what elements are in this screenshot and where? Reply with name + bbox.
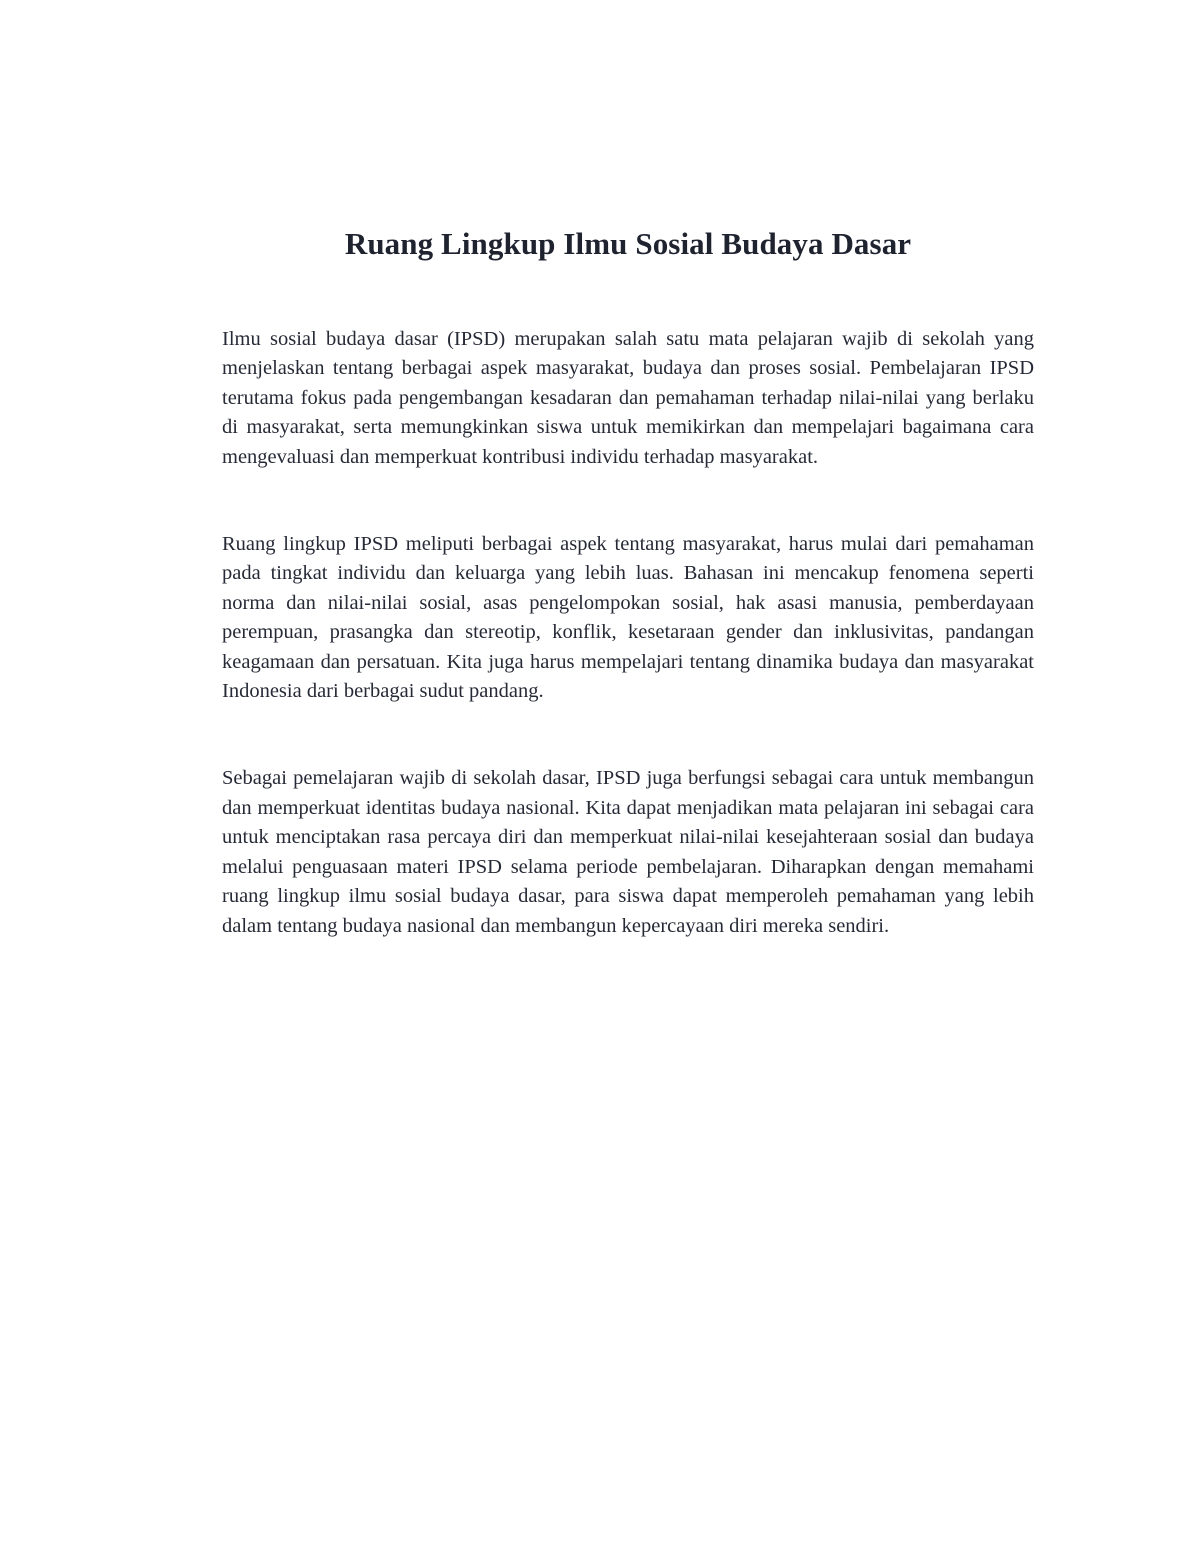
document-content xyxy=(222,222,1034,941)
paragraph-function: Sebagai pemelajaran wajib di sekolah dasar, IPSD juga berfungsi sebagai cara untuk membangun dan memperkuat identitas budaya nasional. Kita dapat menjadikan mata pelajaran ini sebagai cara untuk menciptakan rasa percaya diri dan memperkuat nilai-nilai kesejahteraan sosial dan budaya melalui penguasaan materi IPSD selama periode pembelajaran. Diharapkan dengan memahami ruang lingkup ilmu sosial budaya dasar, para siswa dapat memperoleh pemahaman yang lebih dalam tentang budaya nasional dan membangun kepercayaan diri mereka sendiri. xyxy=(222,767,1034,937)
paragraph-scope: Ruang lingkup IPSD meliputi berbagai aspek tentang masyarakat, harus mulai dari pemahaman pada tingkat individu dan keluarga yang lebih luas. Bahasan ini mencakup fenomena seperti norma dan nilai-nilai sosial, asas pengelompokan sosial, hak asasi manusia, pemberdayaan perempuan, prasangka dan stereotip, konflik, kesetaraan gender dan inklusivitas, pandangan keagamaan dan persatuan. Kita juga harus mempelajari tentang dinamika budaya dan masyarakat Indonesia dari berbagai sudut pandang. xyxy=(222,533,1034,703)
paragraph-intro: Ilmu sosial budaya dasar (IPSD) merupakan salah satu mata pelajaran wajib di sekolah yang menjelaskan tentang berbagai aspek masyarakat, budaya dan proses sosial. Pembelajaran IPSD terutama fokus pada pengembangan kesadaran dan pemahaman terhadap nilai-nilai yang berlaku di masyarakat, serta memungkinkan siswa untuk memikirkan dan mempelajari bagaimana cara mengevaluasi dan memperkuat kontribusi individu terhadap masyarakat. xyxy=(222,328,1034,468)
document-title: Ruang Lingkup Ilmu Sosial Budaya Dasar xyxy=(344,226,912,261)
